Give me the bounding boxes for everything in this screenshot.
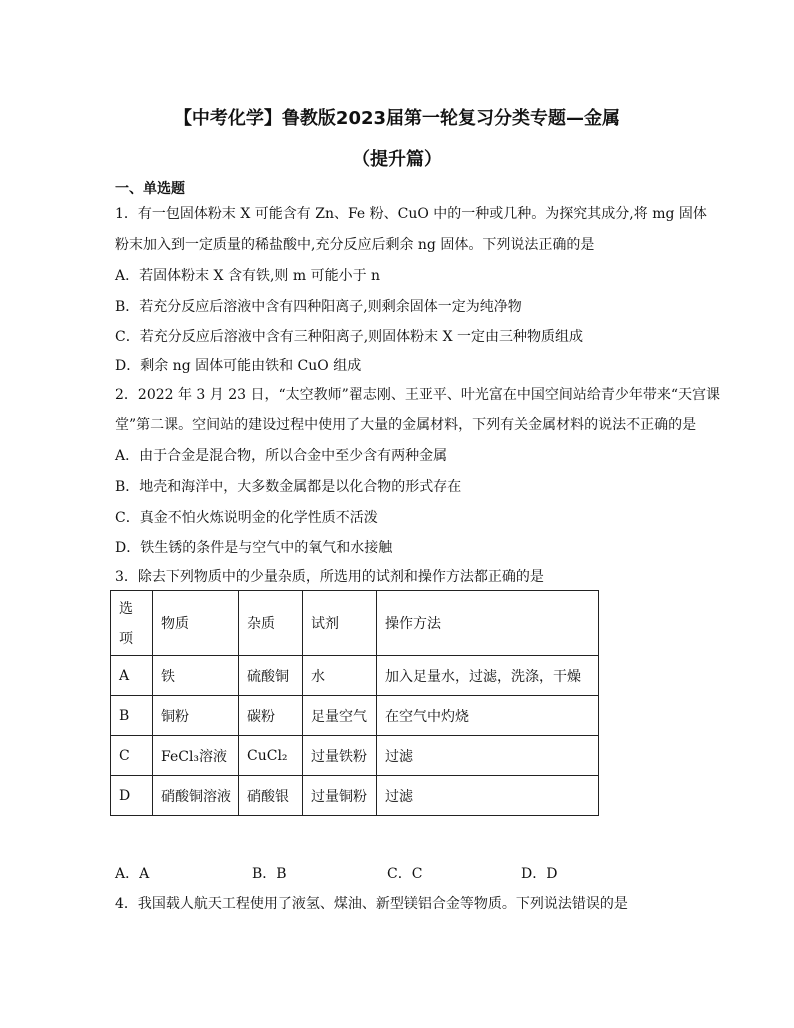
table-cell: B — [111, 696, 153, 736]
table-cell: 足量空气 — [303, 696, 377, 736]
table-cell: 加入足量水，过滤，洗涤，干燥 — [377, 656, 599, 696]
q2-option-d: D．铁生锈的条件是与空气中的氧气和水接触 — [115, 540, 393, 556]
table-cell: CuCl₂ — [239, 736, 303, 776]
q3-stem: 3．除去下列物质中的少量杂质，所选用的试剂和操作方法都正确的是 — [115, 569, 544, 585]
q4-stem: 4．我国载人航天工程使用了液氢、煤油、新型镁铝合金等物质。下列说法错误的是 — [115, 896, 628, 912]
table-cell: 水 — [303, 656, 377, 696]
table-cell: 铁 — [153, 656, 239, 696]
table-cell: C — [111, 736, 153, 776]
table-cell: A — [111, 656, 153, 696]
q1-option-a: A．若固体粉末 X 含有铁,则 m 可能小于 n — [115, 268, 381, 284]
q1-option-b: B．若充分反应后溶液中含有四种阳离子,则剩余固体一定为纯净物 — [115, 299, 522, 315]
table-cell: 硝酸银 — [239, 776, 303, 816]
q1-stem-line2: 粉末加入到一定质量的稀盐酸中,充分反应后剩余 ng 固体。下列说法正确的是 — [115, 237, 595, 253]
table-cell: 过滤 — [377, 776, 599, 816]
table-cell: 铜粉 — [153, 696, 239, 736]
q2-option-a: A．由于合金是混合物，所以合金中至少含有两种金属 — [115, 448, 448, 464]
q3-table — [110, 590, 599, 816]
q3-option-c: C．C — [387, 866, 423, 882]
table-cell: 在空气中灼烧 — [377, 696, 599, 736]
header-option-line1: 选 — [119, 601, 133, 617]
q1-option-c: C．若充分反应后溶液中含有三种阳离子,则固体粉末 X 一定由三种物质组成 — [115, 329, 584, 345]
table-cell: FeCl₃溶液 — [153, 736, 239, 776]
q2-option-b: B．地壳和海洋中，大多数金属都是以化合物的形式存在 — [115, 479, 462, 495]
table-cell: 过量铜粉 — [303, 776, 377, 816]
table-row — [111, 736, 599, 776]
q2-stem-line1: 2．2022 年 3 月 23 日，“太空教师”翟志刚、王亚平、叶光富在中国空间站给青少年带来“天宫课 — [115, 387, 720, 403]
table-cell: 硝酸铜溶液 — [153, 776, 239, 816]
page-subtitle: （提升篇） — [352, 149, 442, 170]
q2-option-c: C．真金不怕火炼说明金的化学性质不活泼 — [115, 510, 378, 526]
table-header-cell: 物质 — [153, 591, 239, 656]
q1-option-d: D．剩余 ng 固体可能由铁和 CuO 组成 — [115, 358, 362, 374]
section-heading: 一、单选题 — [115, 181, 185, 197]
q2-stem-line2: 堂”第二课。空间站的建设过程中使用了大量的金属材料，下列有关金属材料的说法不正确的是 — [115, 417, 697, 433]
table-row — [111, 696, 599, 736]
table-cell: 过量铁粉 — [303, 736, 377, 776]
page-title: 【中考化学】鲁教版2023届第一轮复习分类专题—金属 — [173, 108, 621, 129]
q3-option-b: B．B — [252, 866, 287, 882]
table-header-cell: 杂质 — [239, 591, 303, 656]
table-row — [111, 776, 599, 816]
table-cell: 碳粉 — [239, 696, 303, 736]
table-cell: 硫酸铜 — [239, 656, 303, 696]
table-header-cell: 试剂 — [303, 591, 377, 656]
table-header-row — [111, 591, 599, 656]
table-header-cell: 操作方法 — [377, 591, 599, 656]
q3-option-a: A．A — [115, 866, 150, 882]
header-option-line2: 项 — [119, 631, 133, 647]
q3-option-d: D．D — [521, 866, 558, 882]
table-cell: D — [111, 776, 153, 816]
table-row — [111, 656, 599, 696]
table-cell: 过滤 — [377, 736, 599, 776]
table-header-cell — [111, 591, 153, 656]
q1-stem-line1: 1．有一包固体粉末 X 可能含有 Zn、Fe 粉、CuO 中的一种或几种。为探究其成分,将 mg 固体 — [115, 206, 707, 222]
